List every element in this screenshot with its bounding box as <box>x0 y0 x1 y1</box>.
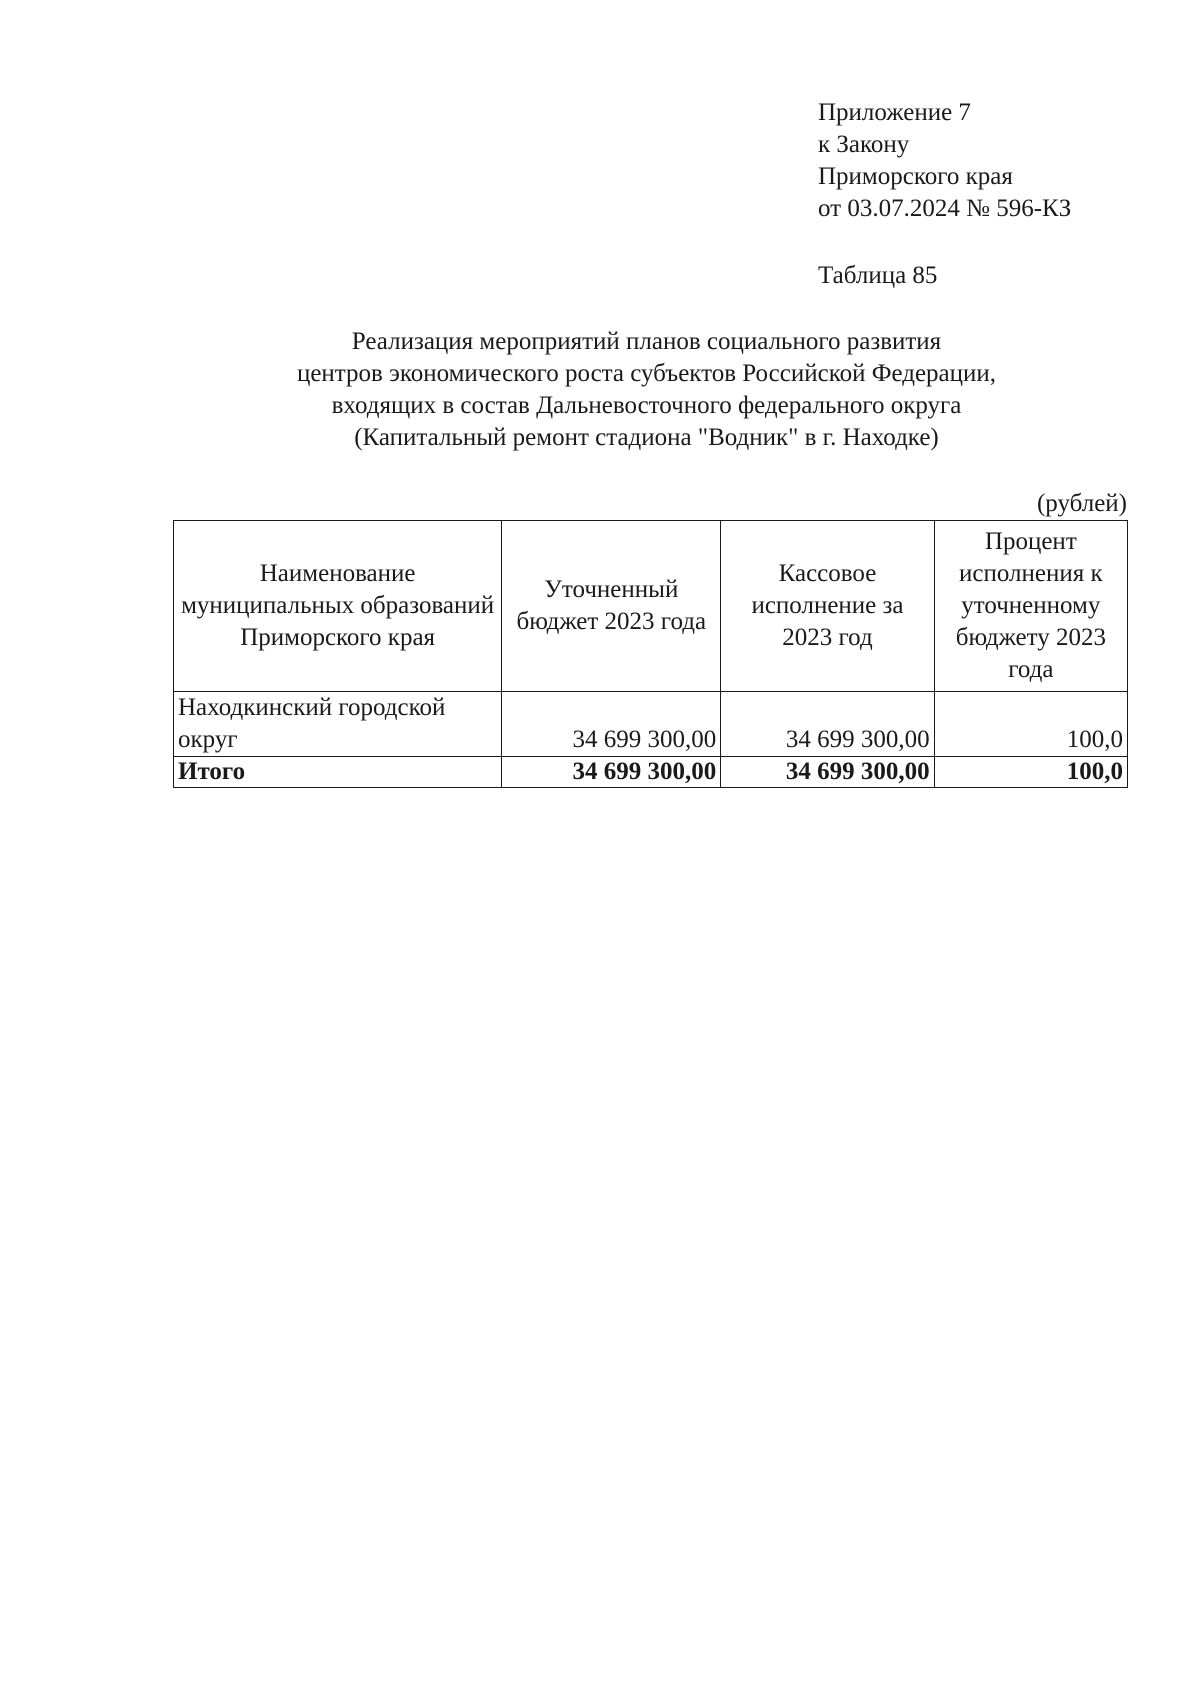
table-number: Таблица 85 <box>818 262 938 289</box>
appendix-line: Приложение 7 <box>818 99 971 126</box>
document-title <box>175 326 1118 454</box>
header-execution: Кассовое исполнение за 2023 год <box>721 521 934 692</box>
appendix-line: Приморского края <box>818 163 1013 190</box>
cell-total-percent: 100,0 <box>934 757 1127 788</box>
units-label: (рублей) <box>1036 490 1127 517</box>
appendix-line: от 03.07.2024 № 596-КЗ <box>818 195 1072 222</box>
title-line: центров экономического роста субъектов Российской Федерации, <box>296 360 997 387</box>
cell-total-execution: 34 699 300,00 <box>721 757 934 788</box>
header-percent: Процент исполнения к уточненному бюджету 2023 года <box>934 521 1127 692</box>
title-line: (Капитальный ремонт стадиона "Водник" в г. Находке) <box>354 424 939 451</box>
cell-municipality: Находкинский городской округ <box>174 692 502 757</box>
appendix-line: к Закону <box>818 131 910 158</box>
header-municipality: Наименование муниципальных образований Приморского края <box>174 521 502 692</box>
cell-total-budget: 34 699 300,00 <box>502 757 721 788</box>
header-row <box>174 521 1128 692</box>
title-line: входящих в состав Дальневосточного федерального округа <box>331 392 962 419</box>
header-budget: Уточненный бюджет 2023 года <box>502 521 721 692</box>
cell-total-label: Итого <box>174 757 502 788</box>
title-line: Реализация мероприятий планов социального развития <box>351 328 942 355</box>
cell-budget: 34 699 300,00 <box>502 692 721 757</box>
cell-percent: 100,0 <box>934 692 1127 757</box>
report-table <box>173 520 1128 788</box>
cell-execution: 34 699 300,00 <box>721 692 934 757</box>
table-row <box>174 692 1128 757</box>
total-row <box>174 757 1128 788</box>
appendix-block <box>818 97 1071 225</box>
